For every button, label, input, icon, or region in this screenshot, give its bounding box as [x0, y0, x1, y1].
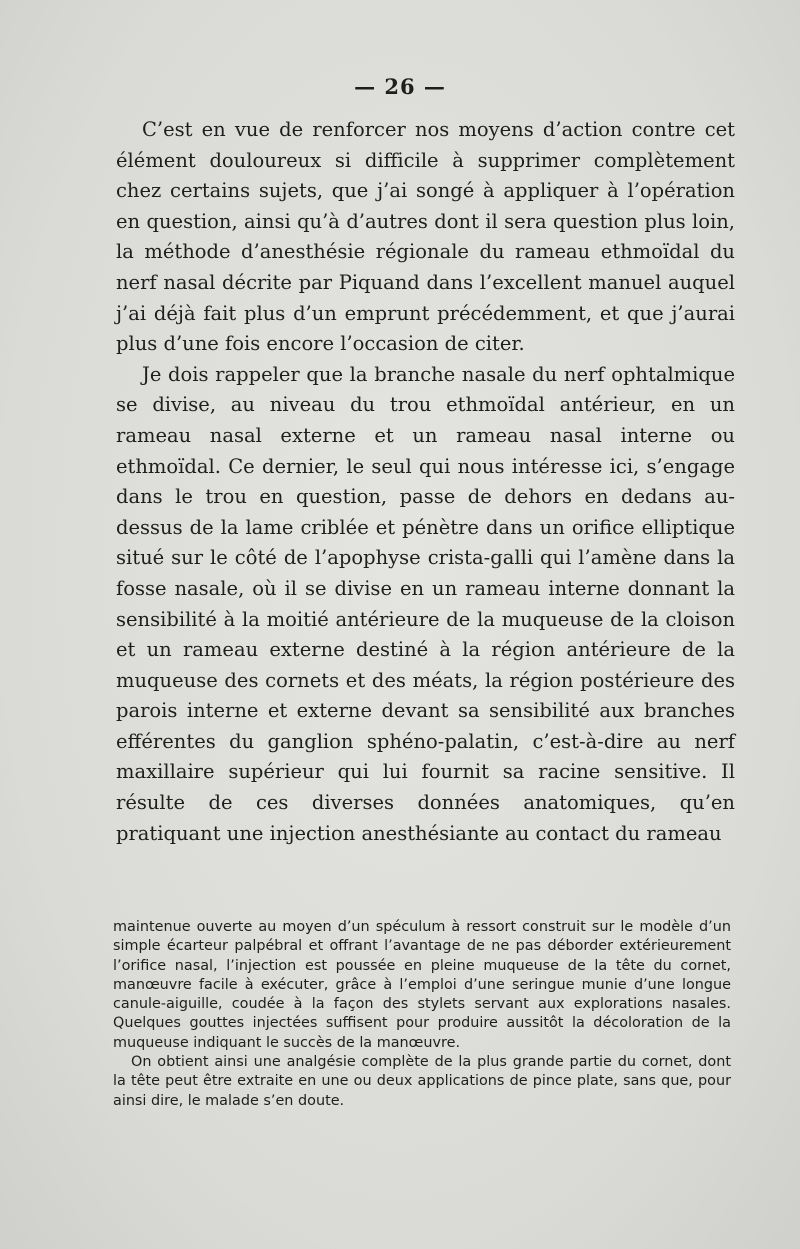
main-text [116, 115, 735, 849]
footnote [113, 918, 731, 1111]
page-number: — 26 — [354, 74, 446, 99]
main-paragraph-1: C’est en vue de renforcer nos moyens d’action contre cet élément douloureux si difficile à supprimer complètement chez certains sujets, que j’ai songé à appliquer à l’opération en question, ainsi qu’à d’autres dont il sera question plus loin, la méthode d’anesthésie régionale du rameau ethmoïdal du nerf nasal décrite par Piquand dans l’excellent manuel auquel j’ai déjà fait plus d’un emprunt précédemment, et que j’aurai plus d’une fois encore l’occasion de citer. [116, 118, 735, 356]
main-paragraph-2: Je dois rappeler que la branche nasale du nerf ophtalmique se divise, au niveau du trou ethmoïdal antérieur, en un rameau nasal externe et un rameau nasal interne ou ethmoïdal. Ce dernier, le seul qui nous intéresse ici, s’engage dans le trou en question, passe de dehors en dedans au-dessus de la lame criblée et pénètre dans un orifice elliptique situé sur le côté de l’apophyse crista-galli qui l’amène dans la fosse nasale, où il se divise en un rameau interne donnant la sensibilité à la moitié antérieure de la muqueuse de la cloison et un rameau externe destiné à la région antérieure de la muqueuse des cornets et des méats, la région postérieure des parois interne et externe devant sa sensibilité aux branches efférentes du ganglion sphéno-palatin, c’est-à-dire au nerf maxillaire supérieur qui lui fournit sa racine sensitive. Il résulte de ces diverses données anatomiques, qu’en pratiquant une injection anesthésiante au contact du rameau [116, 362, 735, 845]
footnote-paragraph-1: maintenue ouverte au moyen d’un spéculum à ressort construit sur le modèle d’un simple écarteur palpébral et offrant l’avantage de ne pas déborder extérieurement l’orifice nasal, l’injection est poussée en pleine muqueuse de la tête du cornet, manœuvre facile à exécuter, grâce à l’emploi d’une seringue munie d’une longue canule-aiguille, coudée à la façon des stylets servant aux explorations nasales. Quelques gouttes injectées suffisent pour produire aussitôt la décoloration de la muqueuse indiquant le succès de la manœuvre. [113, 919, 731, 1051]
footnote-paragraph-2: On obtient ainsi une analgésie complète de la plus grande partie du cornet, dont la tête peut être extraite en une ou deux applications de pince plate, sans que, pour ainsi dire, le malade s’en doute. [113, 1054, 731, 1109]
